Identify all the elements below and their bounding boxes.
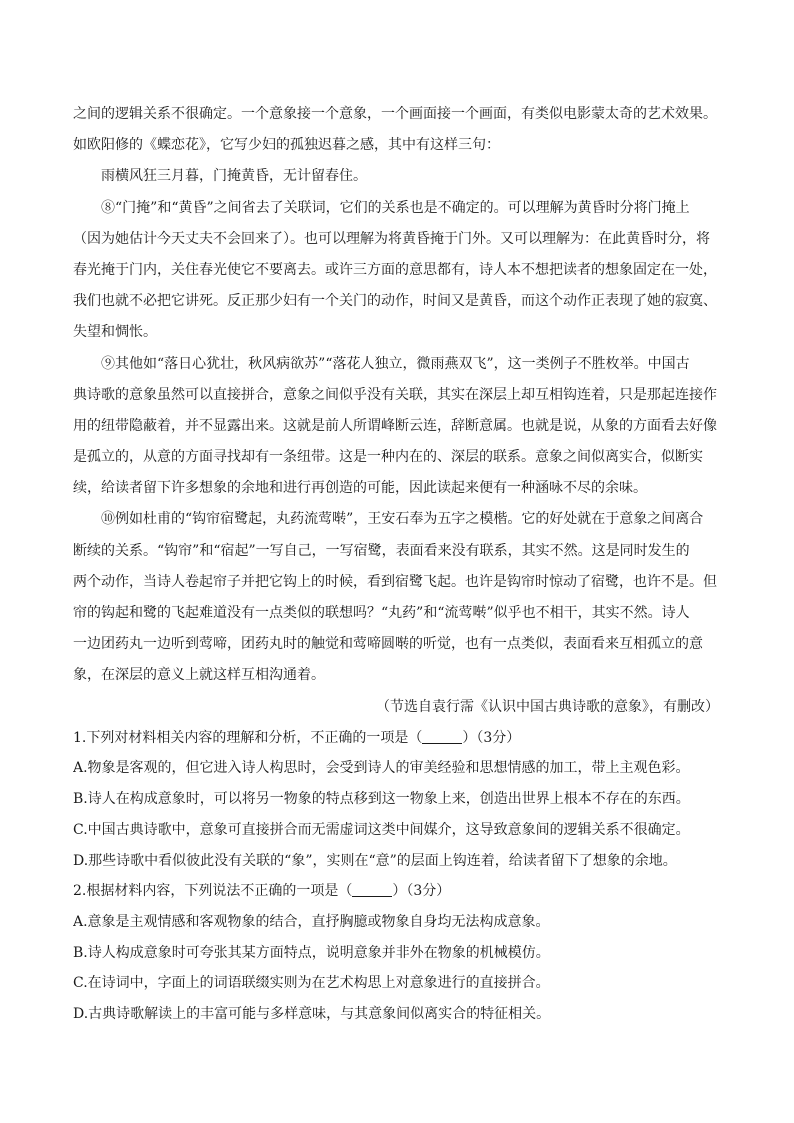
question-stem-score: ）（3分）	[392, 883, 451, 900]
question-stem	[73, 723, 723, 754]
option-a: A.物象是客观的，但它进入诗人构思时，会受到诗人的审美经验和思想情感的加工，带上主观色彩。	[73, 760, 690, 777]
paragraph-8-line: 我们也就不必把它讲死。反正那少妇有一个关门的动作，时间又是黄昏，而这个动作正表现了她的寂寞、	[73, 293, 717, 310]
paragraph-8-line: 春光掩于门内，关住春光使它不要离去。或许三方面的意思都有，诗人本不想把读者的想象固定在一处，	[73, 261, 717, 278]
paragraph-9-line: ⑨其他如“落日心犹壮，秋风病欲苏”“落花人独立，微雨燕双飞”，这一类例子不胜枚举。中国古	[101, 355, 690, 372]
paragraph-10-line: 断续的关系。“钩帘”和“宿起”一写自己，一写宿鹭，表面看来没有联系，其实不然。这是同时发生的	[73, 542, 690, 559]
paragraph-10-line: 象，在深层的意义上就这样互相沟通着。	[73, 667, 325, 684]
question-1	[73, 723, 723, 876]
option-c: C.中国古典诗歌中，意象可直接拼合而无需虚词这类中间媒介，这导致意象间的逻辑关系不很确定。	[73, 821, 690, 838]
paragraph-9-line: 用的纽带隐蔽着，并不显露出来。这就是前人所谓峰断云连，辞断意属。也就是说，从象的方面看去好像	[73, 417, 717, 434]
paragraph-9-line: 续，给读者留下许多想象的余地和进行再创造的可能，因此读起来便有一种涵咏不尽的余味。	[73, 480, 647, 497]
paragraph-9-line: 是孤立的，从意的方面寻找却有一条纽带。这是一种内在的、深层的联系。意象之间似离实合，似断实	[73, 449, 703, 466]
question-stem-text: 2.根据材料内容，下列说法不正确的一项是（	[73, 883, 353, 900]
paragraph-8-line: ⑧“门掩”和“黄昏”之间省去了关联词，它们的关系也是不确定的。可以理解为黄昏时分将门掩上	[101, 199, 690, 216]
answer-blank[interactable]	[422, 729, 462, 744]
paragraph-line: 如欧阳修的《蝶恋花》，它写少妇的孤独迟暮之感，其中有这样三句：	[73, 137, 500, 154]
option-d: D.古典诗歌解读上的丰富可能与多样意味，与其意象间似离实合的特征相关。	[73, 1005, 551, 1022]
poem-quote: 雨横风狂三月暮，门掩黄昏，无计留春住。	[101, 168, 367, 185]
paragraph-10-line: 两个动作，当诗人卷起帘子并把它钩上的时候，看到宿鹭飞起。也许是钩帘时惊动了宿鹭，也许不是。但	[73, 573, 717, 590]
question-2	[73, 876, 723, 1029]
paragraph-9-line: 典诗歌的意象虽然可以直接拼合，意象之间似乎没有关联，其实在深层上却互相钩连着，只是那起连接作	[73, 386, 717, 403]
option-d: D.那些诗歌中看似彼此没有关联的“象”，实则在“意”的层面上钩连着，给读者留下了想象的余地。	[73, 852, 677, 869]
option-b: B.诗人在构成意象时，可以将另一物象的特点移到这一物象上来，创造出世界上根本不存在的东西。	[73, 791, 690, 808]
paragraph-10-line: 一边团药丸一边听到莺啼，团药丸时的触觉和莺啼圆啭的听觉，也有一点类似，表面看来互相孤立的意	[73, 636, 703, 653]
paragraph-8-line: 失望和惆怅。	[73, 324, 157, 341]
paragraph-8-line: （因为她估计今天丈夫不会回来了）。也可以理解为将黄昏掩于门外。又可以理解为：在此黄昏时分，将	[73, 230, 710, 247]
article-body	[73, 99, 723, 1030]
source-citation: （节选自袁行霈《认识中国古典诗歌的意象》，有删改）	[376, 698, 719, 715]
option-c: C.在诗词中，字面上的词语联缀实则为在艺术构思上对意象进行的直接拼合。	[73, 975, 550, 992]
question-stem-text: 1.下列对材料相关内容的理解和分析，不正确的一项是（	[73, 729, 423, 746]
paragraph-line: 之间的逻辑关系不很确定。一个意象接一个意象，一个画面接一个画面，有类似电影蒙太奇的艺术效果。	[73, 106, 717, 122]
answer-blank[interactable]	[352, 882, 392, 897]
question-stem-score: ）（3分）	[462, 729, 521, 746]
question-stem	[73, 876, 723, 907]
paragraph-10-line: 帘的钩起和鹭的飞起难道没有一点类似的联想吗？“丸药”和“流莺啭”似乎也不相干，其实不然。诗人	[73, 605, 690, 621]
option-a: A.意象是主观情感和客观物象的结合，直抒胸臆或物象自身均无法构成意象。	[73, 913, 550, 930]
option-b: B.诗人构成意象时可夸张其某方面特点，说明意象并非外在物象的机械模仿。	[73, 944, 550, 961]
paragraph-10-line: ⑩例如杜甫的“钩帘宿鹭起，丸药流莺啭”，王安石奉为五字之模楷。它的好处就在于意象之间离合	[101, 511, 704, 528]
